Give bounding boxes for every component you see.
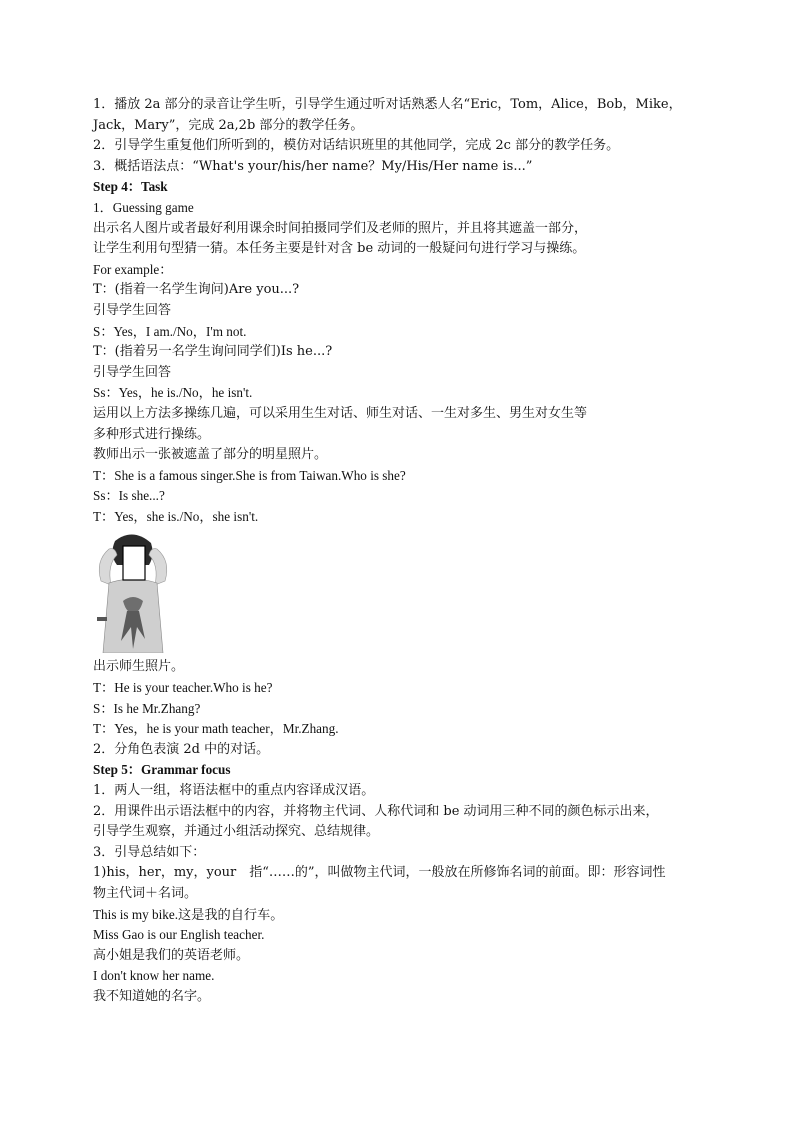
bottom-text-line: I don't know her name.	[93, 968, 215, 984]
bottom-text-line: 3．引导总结如下：	[93, 844, 206, 860]
bottom-text-line: 2．用课件出示语法框中的内容，并将物主代词、人称代词和 be 动词用三种不同的颜色标示出来，	[93, 803, 659, 819]
top-text-line: 教师出示一张被遮盖了部分的明星照片。	[93, 447, 328, 463]
bottom-text-line: 1．两人一组，将语法框中的重点内容译成汉语。	[93, 783, 375, 799]
covered-celebrity-photo	[93, 531, 713, 653]
top-text-line: 引导学生回答	[93, 302, 172, 318]
top-text-line: 引导学生回答	[93, 364, 172, 380]
bottom-text-line: Miss Gao is our English teacher.	[93, 927, 265, 943]
text-section-bottom	[93, 657, 713, 1007]
bottom-text-line: 出示师生照片。	[93, 659, 185, 675]
top-text-line: Ss：Yes，he is./No，he isn't.	[93, 385, 253, 401]
woman-photo-image	[93, 531, 173, 653]
document-page	[93, 95, 713, 1008]
top-text-line: 让学生利用句型猜一猜。本任务主要是针对含 be 动词的一般疑问句进行学习与操练。	[93, 241, 586, 257]
bottom-text-line: T：He is your teacher.Who is he?	[93, 680, 273, 696]
top-text-line: Jack，Mary”，完成 2a,2b 部分的教学任务。	[93, 117, 364, 133]
top-text-line: 1．Guessing game	[93, 199, 194, 215]
top-text-line: 出示名人图片或者最好利用课余时间拍摄同学们及老师的照片，并且将其遮盖一部分，	[93, 220, 588, 236]
bottom-text-line: This is my bike.这是我的自行车。	[93, 906, 284, 922]
section-heading: Step 4：Task	[93, 179, 168, 195]
top-text-line: 2．引导学生重复他们所听到的，模仿对话结识班里的其他同学，完成 2c 部分的教学任务。	[93, 138, 620, 154]
bottom-text-line: 1)his，her，my，your 指“……的”，叫做物主代词，一般放在所修饰名词的前面。即：形容词性	[93, 865, 666, 881]
text-section-top	[93, 95, 713, 527]
top-text-line: For example：	[93, 261, 173, 277]
top-text-line: S：Yes，I am./No，I'm not.	[93, 323, 247, 339]
bottom-text-line: 2．分角色表演 2d 中的对话。	[93, 741, 270, 757]
top-text-line: T：Yes，she is./No，she isn't.	[93, 508, 259, 524]
top-text-line: 3．概括语法点：“What's your/his/her name？My/His/Her name is...”	[93, 158, 533, 174]
section-heading: Step 5：Grammar focus	[93, 762, 231, 778]
top-text-line: 运用以上方法多操练几遍，可以采用生生对话、师生对话、一生对多生、男生对女生等	[93, 405, 588, 421]
bottom-text-line: 我不知道她的名字。	[93, 988, 211, 1004]
bottom-text-line: 物主代词＋名词。	[93, 886, 198, 901]
bottom-text-line: T：Yes，he is your math teacher，Mr.Zhang.	[93, 721, 339, 737]
top-text-line: Ss：Is she...?	[93, 488, 165, 504]
top-text-line: T：(指着一名学生询问)Are you...?	[93, 282, 300, 298]
bottom-text-line: 引导学生观察，并通过小组活动探究、总结规律。	[93, 824, 380, 840]
bottom-text-line: S：Is he Mr.Zhang?	[93, 700, 201, 716]
top-text-line: 多种形式进行操练。	[93, 426, 211, 442]
top-text-line: T：(指着另一名学生询问同学们)Is he...?	[93, 344, 333, 360]
top-text-line: 1．播放 2a 部分的录音让学生听，引导学生通过听对话熟悉人名“Eric，Tom，Alice，Bob，Mike，	[93, 97, 682, 112]
bottom-text-line: 高小姐是我们的英语老师。	[93, 947, 250, 963]
top-text-line: T：She is a famous singer.She is from Taiwan.Who is she?	[93, 467, 406, 483]
